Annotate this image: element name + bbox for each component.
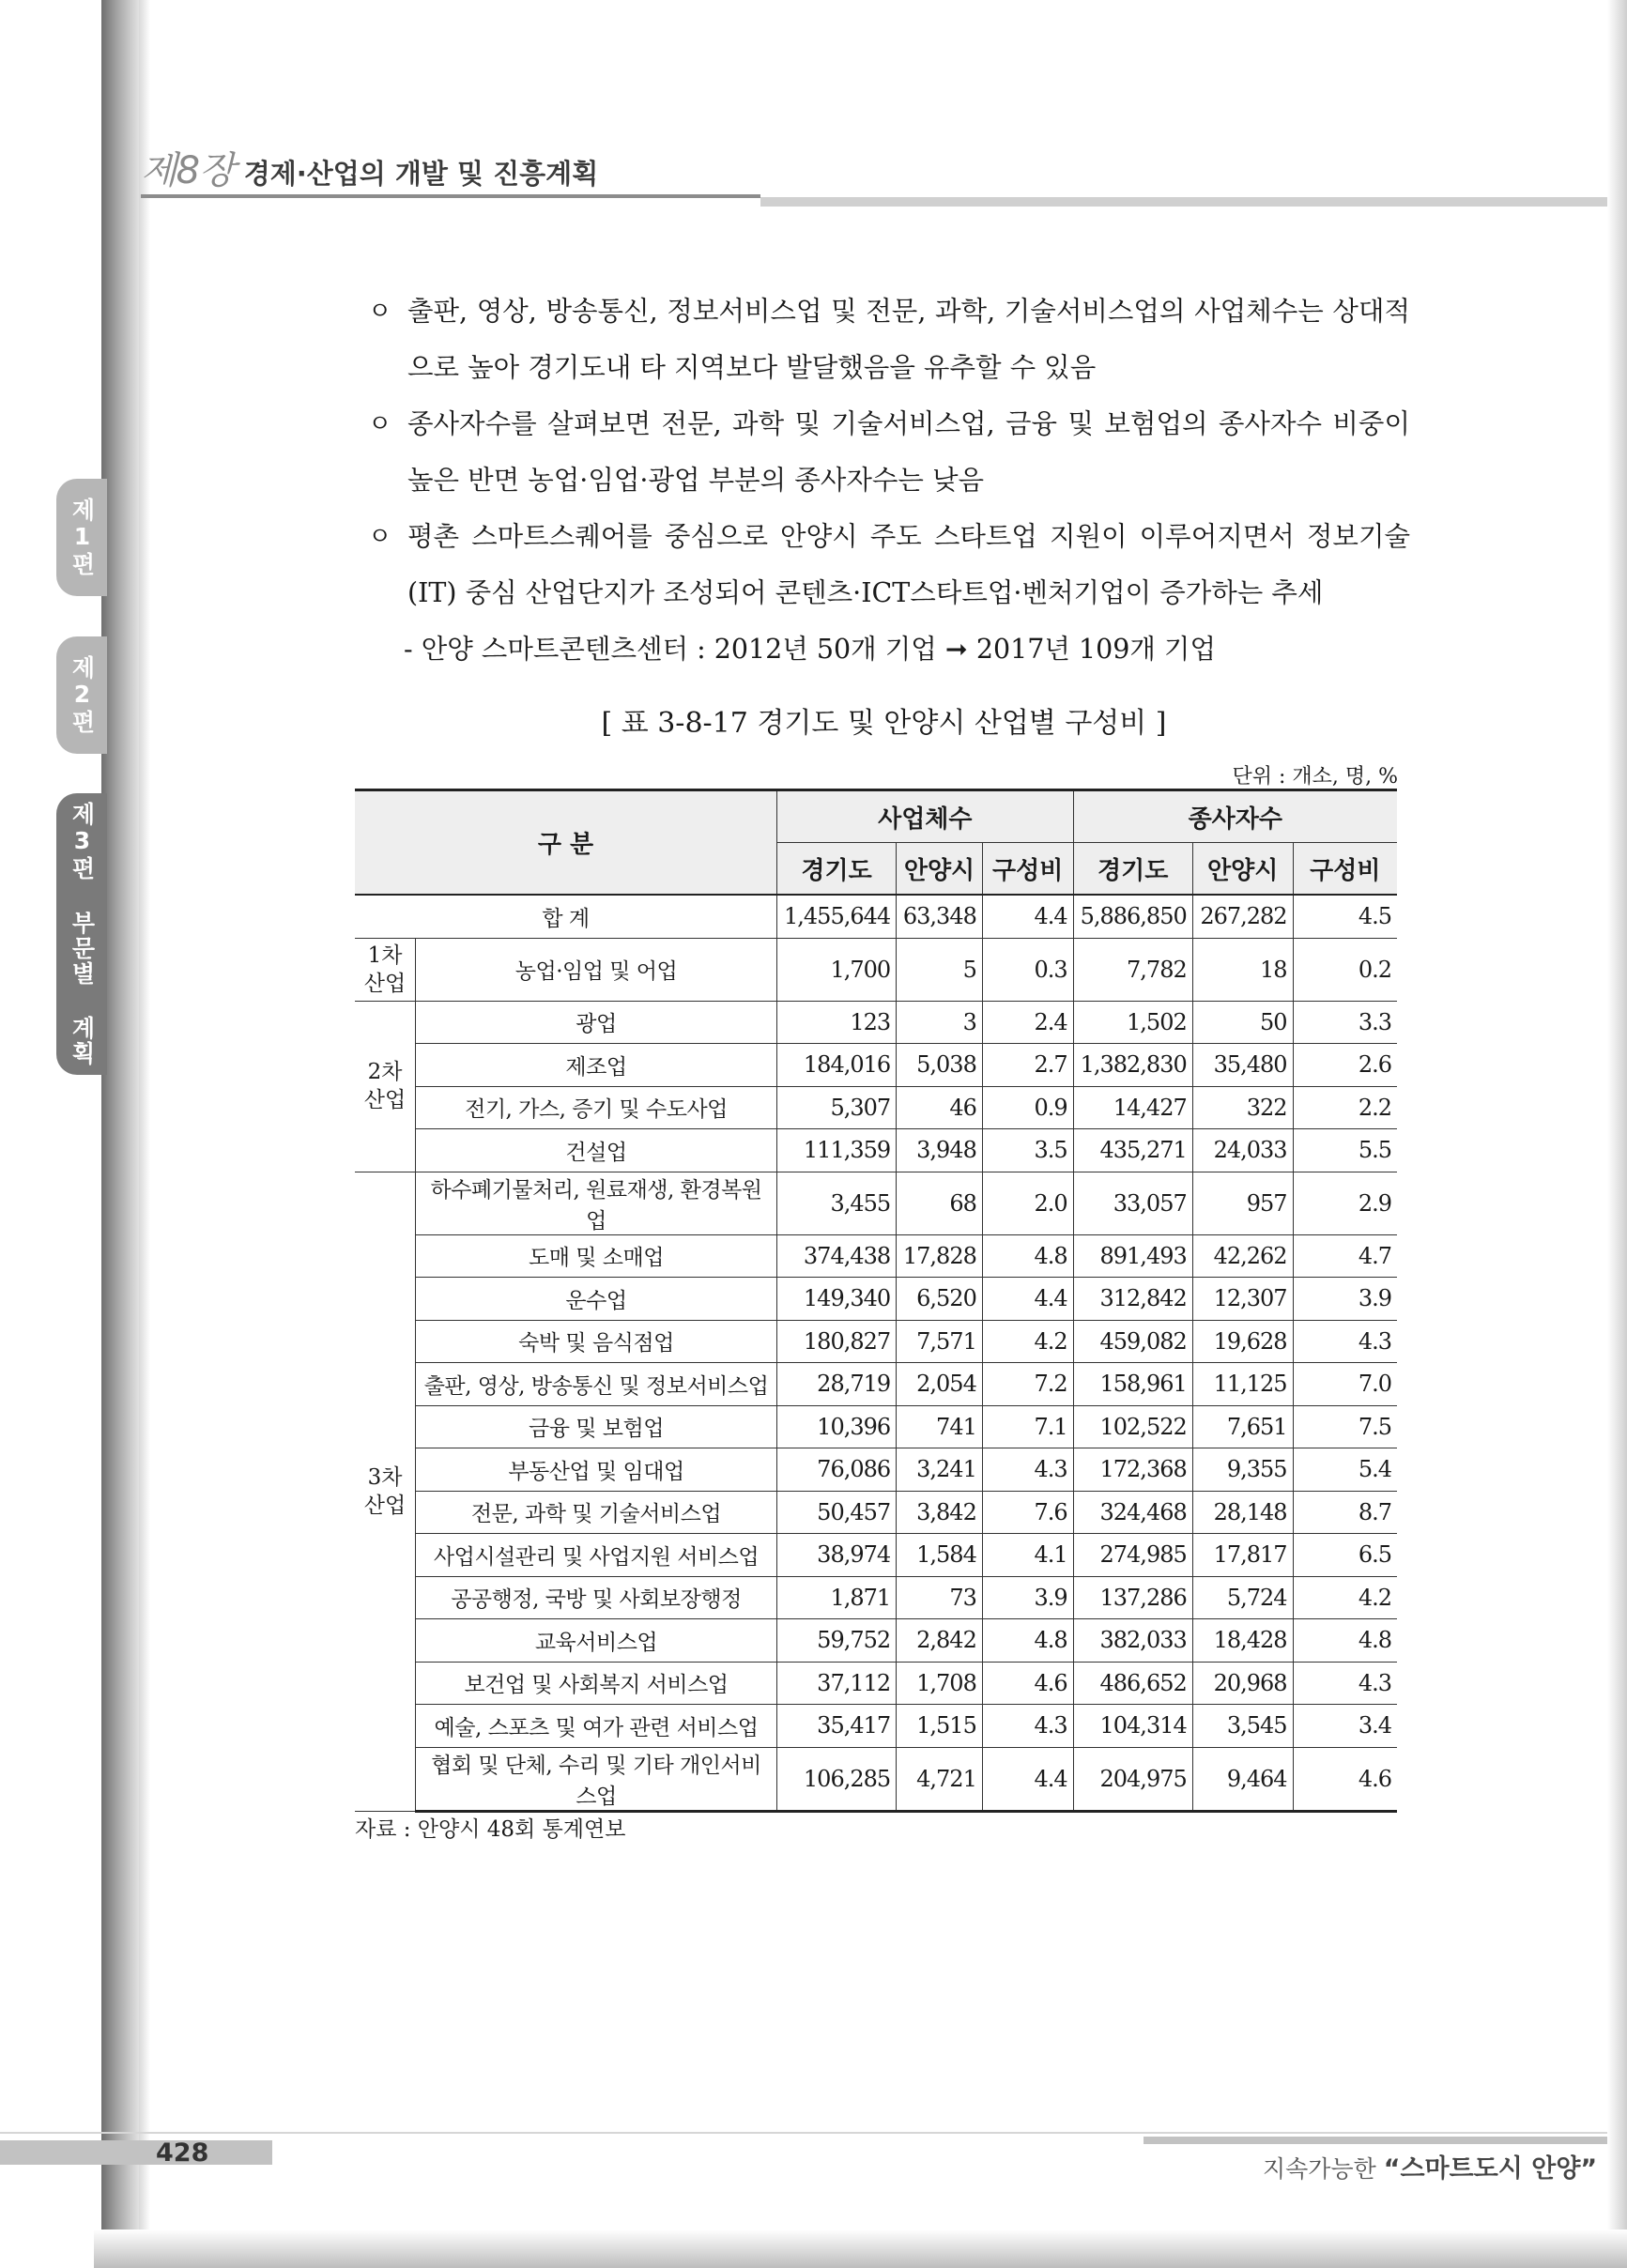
table-cell: 102,522 xyxy=(1073,1405,1192,1448)
table-cell: 4.6 xyxy=(982,1662,1073,1705)
table-cell: 2,054 xyxy=(897,1363,983,1406)
table-cell: 4.5 xyxy=(1293,895,1397,938)
table-cell: 3.4 xyxy=(1293,1705,1397,1748)
table-cell: 1,502 xyxy=(1073,1001,1192,1044)
table-cell: 4.1 xyxy=(982,1534,1073,1577)
footer-brand-main: “스마트도시 안양” xyxy=(1383,2154,1598,2184)
table-cell: 35,417 xyxy=(777,1705,897,1748)
table-cell: 6,520 xyxy=(897,1278,983,1321)
bullet-marker: ㅇ xyxy=(368,523,392,551)
row-label: 도매 및 소매업 xyxy=(416,1234,777,1278)
table-row xyxy=(355,938,1397,1001)
row-label: 예술, 스포츠 및 여가 관련 서비스업 xyxy=(416,1705,777,1748)
bullet-item xyxy=(368,284,1410,396)
table-row xyxy=(355,1491,1397,1534)
header-category: 구 분 xyxy=(355,790,777,896)
bullet-marker: ㅇ xyxy=(368,298,392,326)
table-cell: 111,359 xyxy=(777,1129,897,1172)
row-label: 공공행정, 국방 및 사회보장행정 xyxy=(416,1576,777,1619)
table-cell: 374,438 xyxy=(777,1234,897,1278)
table-cell: 4.8 xyxy=(982,1619,1073,1663)
table-cell: 7,782 xyxy=(1073,938,1192,1001)
row-label: 교육서비스업 xyxy=(416,1619,777,1663)
table-cell: 3,455 xyxy=(777,1172,897,1234)
table-cell: 4.4 xyxy=(982,1747,1073,1811)
table-cell: 4.2 xyxy=(1293,1576,1397,1619)
table-cell: 3.3 xyxy=(1293,1001,1397,1044)
table-cell: 1,708 xyxy=(897,1662,983,1705)
table-cell: 891,493 xyxy=(1073,1234,1192,1278)
bullet-item xyxy=(368,509,1410,621)
table-cell: 68 xyxy=(897,1172,983,1234)
table-cell: 50 xyxy=(1192,1001,1293,1044)
table-cell: 9,464 xyxy=(1192,1747,1293,1811)
table-cell: 3,842 xyxy=(897,1491,983,1534)
table-cell: 4.3 xyxy=(982,1448,1073,1492)
row-label: 제조업 xyxy=(416,1044,777,1087)
row-label: 농업·임업 및 어업 xyxy=(416,938,777,1001)
table-cell: 5.4 xyxy=(1293,1448,1397,1492)
table-cell: 1,515 xyxy=(897,1705,983,1748)
header-col: 구성비 xyxy=(982,843,1073,896)
table-row xyxy=(355,1172,1397,1234)
bullet-list xyxy=(368,284,1410,678)
page-spine xyxy=(101,0,139,2268)
table-cell: 4.3 xyxy=(1293,1662,1397,1705)
table-cell: 2.9 xyxy=(1293,1172,1397,1234)
row-label: 하수폐기물처리, 원료재생, 환경복원업 xyxy=(416,1172,777,1234)
page-bottom-edge xyxy=(94,2230,1627,2268)
table-cell: 5,038 xyxy=(897,1044,983,1087)
table-cell: 3,241 xyxy=(897,1448,983,1492)
table-cell: 158,961 xyxy=(1073,1363,1192,1406)
row-label: 광업 xyxy=(416,1001,777,1044)
header-group-workers: 종사자수 xyxy=(1073,790,1397,843)
table-cell: 184,016 xyxy=(777,1044,897,1087)
table-cell: 204,975 xyxy=(1073,1747,1192,1811)
table-cell: 4.3 xyxy=(1293,1320,1397,1363)
page-number: 428 xyxy=(156,2138,209,2168)
table-row xyxy=(355,1234,1397,1278)
table-cell: 35,480 xyxy=(1192,1044,1293,1087)
table-cell: 24,033 xyxy=(1192,1129,1293,1172)
table-cell: 3.5 xyxy=(982,1129,1073,1172)
table-source: 자료 : 안양시 48회 통계연보 xyxy=(355,1817,626,1842)
header-col: 안양시 xyxy=(1192,843,1293,896)
table-cell: 10,396 xyxy=(777,1405,897,1448)
table-cell: 37,112 xyxy=(777,1662,897,1705)
table-cell: 18 xyxy=(1192,938,1293,1001)
table-cell: 59,752 xyxy=(777,1619,897,1663)
row-label: 운수업 xyxy=(416,1278,777,1321)
table-cell: 11,125 xyxy=(1192,1363,1293,1406)
table-cell: 7.1 xyxy=(982,1405,1073,1448)
header-rule xyxy=(141,194,760,198)
table-cell: 73 xyxy=(897,1576,983,1619)
header-col: 안양시 xyxy=(897,843,983,896)
table-cell: 4.8 xyxy=(1293,1619,1397,1663)
table-cell: 4.4 xyxy=(982,895,1073,938)
sub-note: - 안양 스마트콘텐츠센터 : 2012년 50개 기업 ➞ 2017년 109개 기업 xyxy=(404,634,1216,665)
table-cell: 5,886,850 xyxy=(1073,895,1192,938)
table-cell: 28,719 xyxy=(777,1363,897,1406)
footer-rule xyxy=(0,2132,1607,2134)
table-row xyxy=(355,1405,1397,1448)
table-cell: 4.4 xyxy=(982,1278,1073,1321)
row-label: 숙박 및 음식점업 xyxy=(416,1320,777,1363)
row-label: 보건업 및 사회복지 서비스업 xyxy=(416,1662,777,1705)
header-group-establishments: 사업체수 xyxy=(777,790,1074,843)
table-row xyxy=(355,1129,1397,1172)
header-col: 경기도 xyxy=(1073,843,1192,896)
table-cell: 486,652 xyxy=(1073,1662,1192,1705)
table-cell: 19,628 xyxy=(1192,1320,1293,1363)
table-cell: 106,285 xyxy=(777,1747,897,1811)
table-cell: 2.4 xyxy=(982,1001,1073,1044)
table-row-total xyxy=(355,895,1397,938)
table-cell: 3 xyxy=(897,1001,983,1044)
table-row xyxy=(355,1662,1397,1705)
table-cell: 149,340 xyxy=(777,1278,897,1321)
table-cell: 312,842 xyxy=(1073,1278,1192,1321)
table-cell: 104,314 xyxy=(1073,1705,1192,1748)
group-label: 3차 산업 xyxy=(355,1172,416,1811)
table-cell: 267,282 xyxy=(1192,895,1293,938)
table-cell: 38,974 xyxy=(777,1534,897,1577)
table-cell: 0.3 xyxy=(982,938,1073,1001)
table-title: [ 표 3-8-17 경기도 및 안양시 산업별 구성비 ] xyxy=(601,707,1167,740)
table-row xyxy=(355,1044,1397,1087)
table-row xyxy=(355,1747,1397,1811)
table-cell: 435,271 xyxy=(1073,1129,1192,1172)
table-cell: 5 xyxy=(897,938,983,1001)
table-cell: 1,584 xyxy=(897,1534,983,1577)
table-cell: 1,700 xyxy=(777,938,897,1001)
table-cell: 17,817 xyxy=(1192,1534,1293,1577)
chapter-header xyxy=(141,141,598,194)
table-cell: 42,262 xyxy=(1192,1234,1293,1278)
table-unit: 단위 : 개소, 명, % xyxy=(1232,765,1398,789)
footer-brand-prefix: 지속가능한 xyxy=(1263,2155,1376,2183)
table-cell: 137,286 xyxy=(1073,1576,1192,1619)
bullet-text: 종사자수를 살펴보면 전문, 과학 및 기술서비스업, 금융 및 보험업의 종사자수 비중이 높은 반면 농업·임업·광업 부분의 종사자수는 낮음 xyxy=(407,408,1410,496)
side-tab-part-2[interactable]: 제2편 xyxy=(56,636,107,754)
table-cell: 123 xyxy=(777,1001,897,1044)
side-tab-part-3[interactable]: 제3편 부문별 계획 xyxy=(56,793,107,1075)
industry-table xyxy=(355,789,1397,1813)
table-cell: 382,033 xyxy=(1073,1619,1192,1663)
header-col: 구성비 xyxy=(1293,843,1397,896)
table-row xyxy=(355,1619,1397,1663)
table-cell: 46 xyxy=(897,1086,983,1129)
table-row xyxy=(355,1086,1397,1129)
table-cell: 4.2 xyxy=(982,1320,1073,1363)
table-cell: 7.6 xyxy=(982,1491,1073,1534)
table-row xyxy=(355,1363,1397,1406)
table-row xyxy=(355,1705,1397,1748)
table-cell: 17,828 xyxy=(897,1234,983,1278)
table-cell: 1,455,644 xyxy=(777,895,897,938)
table-cell: 4,721 xyxy=(897,1747,983,1811)
row-label: 금융 및 보험업 xyxy=(416,1405,777,1448)
side-tab-part-1[interactable]: 제1편 xyxy=(56,479,107,596)
table-row xyxy=(355,1534,1397,1577)
row-label: 부동산업 및 임대업 xyxy=(416,1448,777,1492)
group-label: 2차 산업 xyxy=(355,1001,416,1172)
table-cell: 3.9 xyxy=(1293,1278,1397,1321)
table-cell: 63,348 xyxy=(897,895,983,938)
row-label: 협회 및 단체, 수리 및 기타 개인서비스업 xyxy=(416,1747,777,1811)
table-cell: 5,307 xyxy=(777,1086,897,1129)
footer-brand xyxy=(1263,2148,1597,2184)
table-cell: 5.5 xyxy=(1293,1129,1397,1172)
table-cell: 180,827 xyxy=(777,1320,897,1363)
table-cell: 20,968 xyxy=(1192,1662,1293,1705)
table-cell: 459,082 xyxy=(1073,1320,1192,1363)
table-row xyxy=(355,1320,1397,1363)
row-label: 합 계 xyxy=(355,895,777,938)
table-cell: 172,368 xyxy=(1073,1448,1192,1492)
table-cell: 324,468 xyxy=(1073,1491,1192,1534)
spine-shadow xyxy=(139,0,150,2268)
row-label: 사업시설관리 및 사업지원 서비스업 xyxy=(416,1534,777,1577)
table-row xyxy=(355,1448,1397,1492)
table-cell: 4.8 xyxy=(982,1234,1073,1278)
table-cell: 1,871 xyxy=(777,1576,897,1619)
row-label: 전문, 과학 및 기술서비스업 xyxy=(416,1491,777,1534)
table-cell: 5,724 xyxy=(1192,1576,1293,1619)
table-cell: 2.2 xyxy=(1293,1086,1397,1129)
table-body xyxy=(355,895,1397,1811)
table-cell: 3,545 xyxy=(1192,1705,1293,1748)
table-cell: 4.3 xyxy=(982,1705,1073,1748)
table-cell: 7,571 xyxy=(897,1320,983,1363)
table-cell: 2.6 xyxy=(1293,1044,1397,1087)
table-cell: 4.7 xyxy=(1293,1234,1397,1278)
table-cell: 3,948 xyxy=(897,1129,983,1172)
table-cell: 50,457 xyxy=(777,1491,897,1534)
chapter-number: 제8장 xyxy=(141,149,235,192)
table-cell: 1,382,830 xyxy=(1073,1044,1192,1087)
table-cell: 76,086 xyxy=(777,1448,897,1492)
table-cell: 7.5 xyxy=(1293,1405,1397,1448)
footer-bar xyxy=(0,2140,272,2165)
table-cell: 7.0 xyxy=(1293,1363,1397,1406)
footer-bar-right xyxy=(1144,2137,1607,2144)
table-cell: 28,148 xyxy=(1192,1491,1293,1534)
header-col: 경기도 xyxy=(777,843,897,896)
bullet-item xyxy=(368,396,1410,509)
group-label: 1차 산업 xyxy=(355,938,416,1001)
table-cell: 14,427 xyxy=(1073,1086,1192,1129)
bullet-marker: ㅇ xyxy=(368,410,392,438)
table-cell: 0.9 xyxy=(982,1086,1073,1129)
table-cell: 33,057 xyxy=(1073,1172,1192,1234)
table-cell: 7,651 xyxy=(1192,1405,1293,1448)
table-cell: 4.6 xyxy=(1293,1747,1397,1811)
table-cell: 2.7 xyxy=(982,1044,1073,1087)
table-cell: 322 xyxy=(1192,1086,1293,1129)
table-cell: 7.2 xyxy=(982,1363,1073,1406)
table-cell: 0.2 xyxy=(1293,938,1397,1001)
table-cell: 18,428 xyxy=(1192,1619,1293,1663)
row-label: 전기, 가스, 증기 및 수도사업 xyxy=(416,1086,777,1129)
table-cell: 2.0 xyxy=(982,1172,1073,1234)
table-cell: 12,307 xyxy=(1192,1278,1293,1321)
header-rule-light xyxy=(760,197,1607,207)
table-cell: 9,355 xyxy=(1192,1448,1293,1492)
table-cell: 957 xyxy=(1192,1172,1293,1234)
table-row xyxy=(355,1576,1397,1619)
page-right-edge xyxy=(1607,0,1627,2268)
table-cell: 2,842 xyxy=(897,1619,983,1663)
table-row xyxy=(355,1001,1397,1044)
row-label: 출판, 영상, 방송통신 및 정보서비스업 xyxy=(416,1363,777,1406)
table-cell: 741 xyxy=(897,1405,983,1448)
table-cell: 3.9 xyxy=(982,1576,1073,1619)
table-cell: 6.5 xyxy=(1293,1534,1397,1577)
chapter-title: 경제·산업의 개발 및 진흥계획 xyxy=(243,158,599,190)
row-label: 건설업 xyxy=(416,1129,777,1172)
table-cell: 274,985 xyxy=(1073,1534,1192,1577)
table-row xyxy=(355,1278,1397,1321)
bullet-text: 출판, 영상, 방송통신, 정보서비스업 및 전문, 과학, 기술서비스업의 사업체수는 상대적으로 높아 경기도내 타 지역보다 발달했음을 유추할 수 있음 xyxy=(407,296,1410,383)
table-cell: 8.7 xyxy=(1293,1491,1397,1534)
bullet-text: 평촌 스마트스퀘어를 중심으로 안양시 주도 스타트업 지원이 이루어지면서 정보기술(IT) 중심 산업단지가 조성되어 콘텐츠·ICT스타트업·벤처기업이 증가하는 추세 xyxy=(407,521,1410,608)
